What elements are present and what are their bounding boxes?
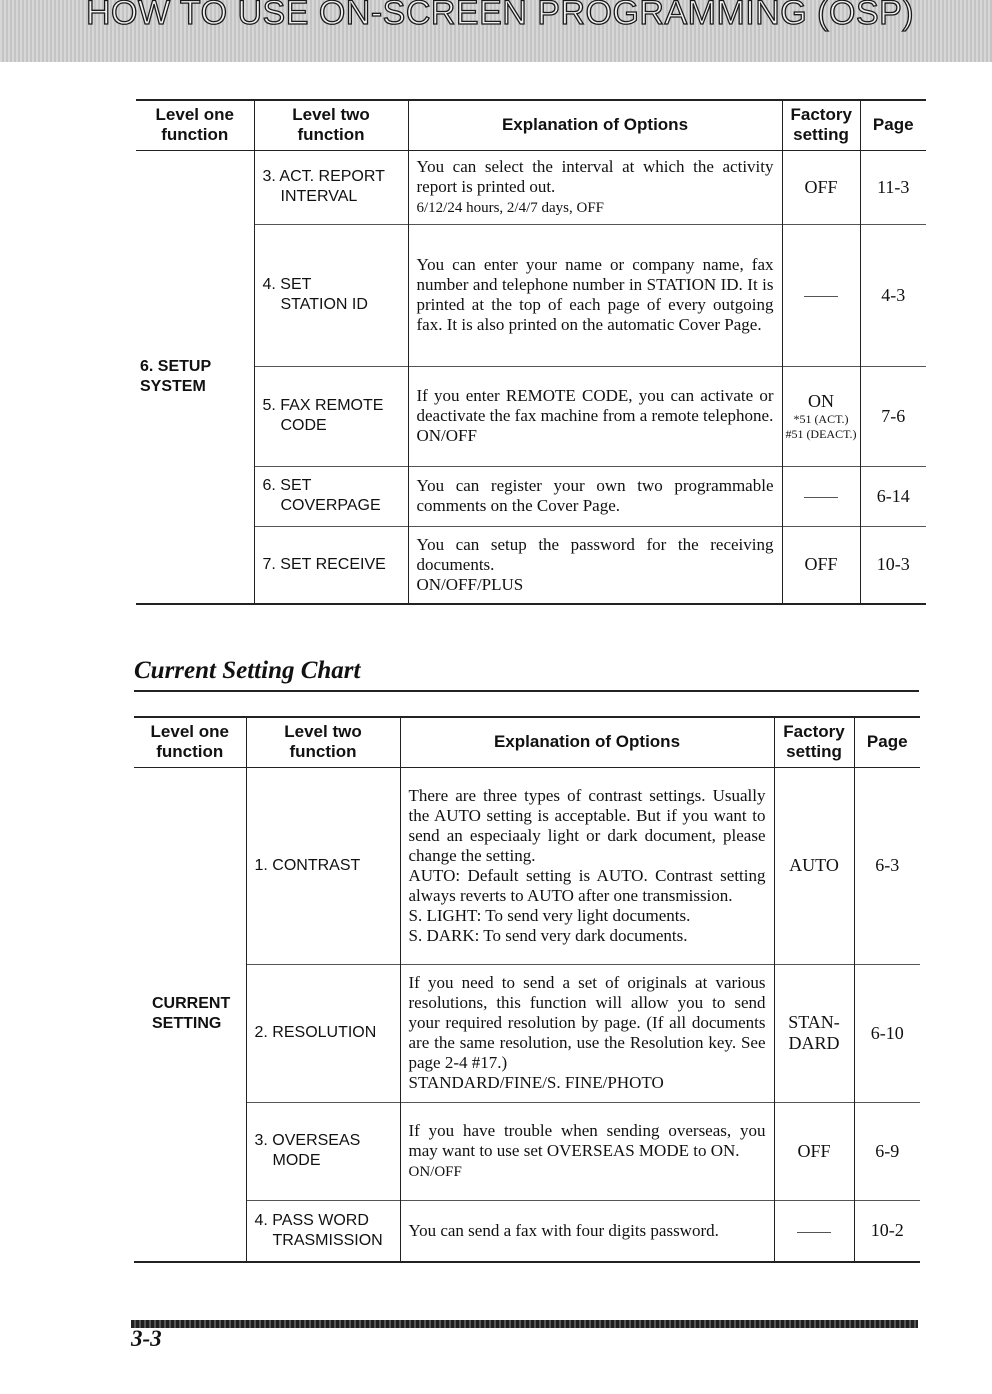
page-ref: 10-3 [860,526,926,604]
dash-mark [804,296,838,297]
page-ref: 7-6 [860,366,926,466]
explanation-dark: S. DARK: To send very dark documents. [408,925,688,945]
col-header-explanation: Explanation of Options [408,100,782,150]
level-two-cell [246,767,400,964]
level-two-label: 6. SET [262,477,312,494]
explanation-text: There are three types of contrast settings. Usually the AUTO setting is acceptable. But if you want to send an especiaaly light or dark document, please change the setting. [408,785,766,865]
level-two-cell [254,224,408,366]
section-rule [134,690,919,692]
explanation-auto: AUTO: Default setting is AUTO. Contrast setting always reverts to AUTO after one transmission. [408,865,766,905]
explanation-cell [408,224,782,366]
level-two-cell [254,466,408,526]
page-ref: 4-3 [860,224,926,366]
explanation-text: If you need to send a set of originals at various resolutions, this function will allow you to send your required resolution by page. (If all documents are the same resolution, use the Resolution key. See page 2-4 #17.) [408,973,766,1072]
explanation-cell [400,1200,774,1262]
level-two-label-cont: CODE [280,417,327,434]
level-two-label: 2. RESOLUTION [254,1024,377,1041]
explanation-cell [408,526,782,604]
explanation-options: STANDARD/FINE/S. FINE/PHOTO [408,1073,664,1092]
current-setting-table [134,716,920,1263]
explanation-text: You can setup the password for the receiving documents. [416,534,774,574]
factory-setting-none [774,1200,854,1262]
factory-setting-deact: #51 (DEACT.) [785,426,857,441]
col-header-level-two: Level two function [246,717,400,767]
explanation-cell [400,964,774,1102]
explanation-text: You can enter your name or company name, fax number and telephone number in STATION ID. It is printed at the top of each page of every outgoing fax. It is also printed on the automatic Cover Page. [416,255,774,334]
col-header-explanation: Explanation of Options [400,717,774,767]
col-header-level-one: Level one function [136,100,254,150]
section-title: Current Setting Chart [134,657,361,684]
level-two-label: 3. ACT. REPORT [262,168,385,185]
page-number: 3-3 [131,1326,162,1351]
factory-setting: AUTO [774,767,854,964]
level-one-group [136,150,254,604]
footer-bar [131,1320,918,1328]
level-two-cell [254,366,408,466]
level-two-label: 5. FAX REMOTE [262,397,384,414]
explanation-options: ON/OFF [408,1163,462,1180]
page-ref: 6-3 [854,767,920,964]
explanation-text: You can select the interval at which the activity report is printed out. [416,156,774,196]
col-header-level-one: Level one function [134,717,246,767]
page-ref: 10-2 [854,1200,920,1262]
level-one-group [134,767,246,1262]
page-banner [0,0,992,62]
dash-mark [797,1232,831,1233]
level-two-cell [246,1200,400,1262]
factory-setting: STAN-DARD [774,964,854,1102]
explanation-cell [408,366,782,466]
level-two-label: 7. SET RECEIVE [262,555,386,573]
explanation-text: You can send a fax with four digits password. [408,1220,719,1240]
col-header-factory: Factory setting [782,100,860,150]
col-header-page: Page [860,100,926,150]
explanation-text: If you enter REMOTE CODE, you can activate or deactivate the fax machine from a remote telephone. [416,386,774,425]
level-two-cell [246,964,400,1102]
level-two-cell [254,150,408,224]
factory-setting: ON [808,390,834,411]
factory-setting: OFF [774,1102,854,1200]
explanation-text: If you have trouble when sending overseas, you may want to use set OVERSEAS MODE to ON. [408,1120,766,1160]
level-two-label-cont: COVERPAGE [280,497,381,514]
page-ref: 6-14 [860,466,926,526]
level-two-label: 3. OVERSEAS [254,1132,361,1149]
level-two-label-cont: INTERVAL [280,188,358,205]
factory-setting-cell [782,366,860,466]
level-two-label: 4. SET [262,276,312,293]
level-two-label-cont: STATION ID [280,296,368,313]
level-two-label: 4. PASS WORD [254,1211,369,1229]
dash-mark [804,497,838,498]
factory-setting-none [782,224,860,366]
level-two-label-cont: TRASMISSION [272,1231,383,1249]
factory-setting-act: *51 (ACT.) [793,411,849,426]
factory-setting-none [782,466,860,526]
col-header-factory: Factory setting [774,717,854,767]
explanation-options: ON/OFF/PLUS [416,574,524,594]
explanation-cell [408,466,782,526]
col-header-page: Page [854,717,920,767]
explanation-options: ON/OFF [416,426,477,445]
explanation-text: You can register your own two programmable comments on the Cover Page. [416,476,774,515]
explanation-light: S. LIGHT: To send very light documents. [408,905,691,925]
page-ref: 6-10 [854,964,920,1102]
factory-setting: OFF [782,150,860,224]
group-label: CURRENT SETTING [152,995,231,1033]
page-ref: 6-9 [854,1102,920,1200]
page-ref: 11-3 [860,150,926,224]
explanation-cell [400,1102,774,1200]
col-header-level-two: Level two function [254,100,408,150]
explanation-options: 6/12/24 hours, 2/4/7 days, OFF [416,199,605,216]
level-two-label: 1. CONTRAST [254,856,361,874]
page-title: HOW TO USE ON-SCREEN PROGRAMMING (OSP) [86,0,915,32]
level-two-cell [254,526,408,604]
factory-setting: OFF [782,526,860,604]
level-two-label-cont: MODE [272,1152,321,1169]
explanation-cell [400,767,774,964]
level-two-cell [246,1102,400,1200]
explanation-cell [408,150,782,224]
group-label: 6. SETUP SYSTEM [140,357,211,395]
setup-system-table [136,99,926,605]
